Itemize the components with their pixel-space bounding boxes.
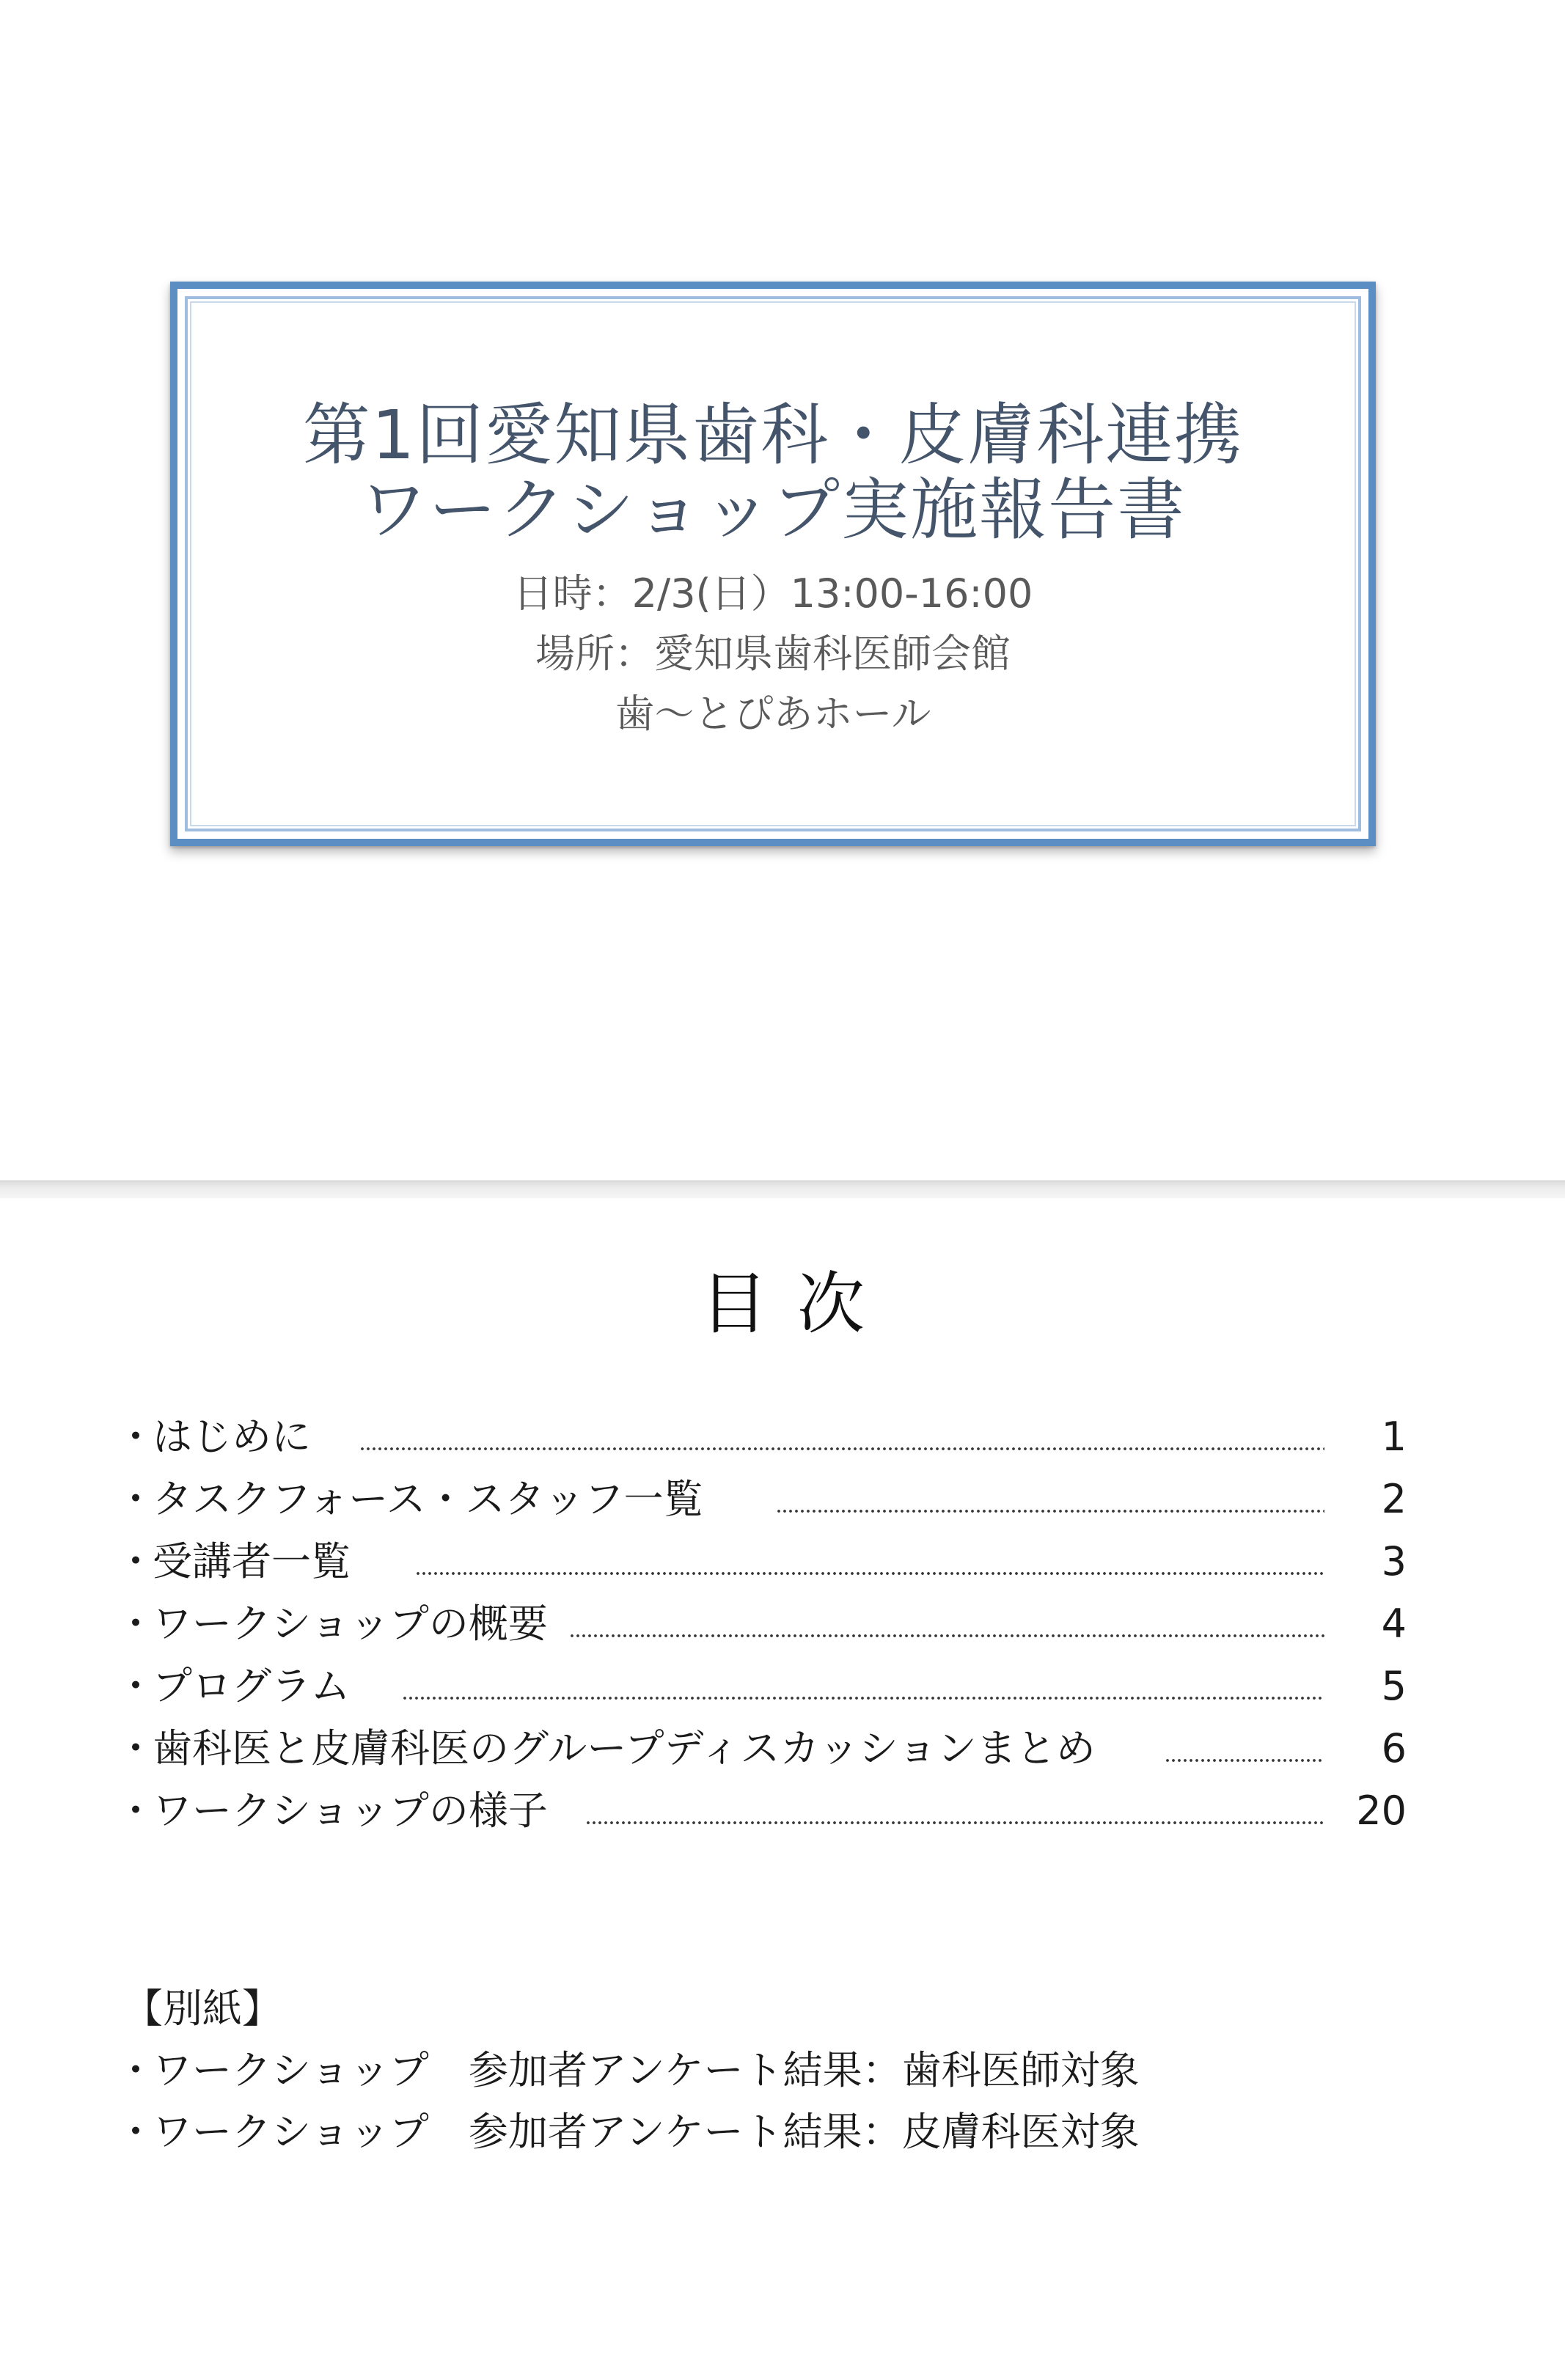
toc-item-label: 歯科医と皮膚科医のグループディスカッションまとめ: [153, 1725, 1096, 1771]
cover-page: [0, 0, 1565, 1180]
toc-dot-leader: [776, 1508, 1324, 1514]
toc-dot-leader: [1165, 1758, 1324, 1763]
toc-dot-leader: [359, 1446, 1324, 1452]
toc-item[interactable]: [116, 1535, 1407, 1588]
toc-item-label: 受講者一覧: [153, 1538, 351, 1584]
appendix-bullet: ・: [116, 2109, 155, 2155]
toc-bullet: ・: [116, 1663, 155, 1709]
page-separator: [0, 1180, 1565, 1200]
toc-item[interactable]: [116, 1473, 1407, 1526]
toc-item-label: ワークショップの様子: [153, 1788, 548, 1834]
toc-item-page: 1: [1381, 1414, 1407, 1460]
toc-item-page: 5: [1381, 1663, 1407, 1709]
title-frame-inner-border: [185, 296, 1361, 831]
toc-item-page: 3: [1381, 1538, 1407, 1584]
toc-bullet: ・: [116, 1476, 155, 1522]
cover-title-line2: ワークショップ実施報告書: [359, 471, 1187, 549]
cover-venue-line1: 場所：愛知県歯科医師会館: [535, 631, 1011, 677]
title-frame: [170, 282, 1376, 846]
toc-bullet: ・: [116, 1414, 155, 1460]
toc-page: [0, 1198, 1565, 2380]
toc-item[interactable]: [116, 1722, 1407, 1775]
appendix-item-label: ワークショップ 参加者アンケート結果：歯科医師対象: [153, 2047, 1140, 2093]
cover-title-line1: 第1回愛知県歯科・皮膚科連携: [302, 396, 1244, 474]
toc-dot-leader: [415, 1571, 1324, 1576]
appendix-bullet: ・: [116, 2047, 155, 2093]
toc-item[interactable]: [116, 1598, 1407, 1650]
toc-dot-leader: [402, 1695, 1324, 1701]
toc-item-page: 20: [1356, 1788, 1407, 1834]
toc-bullet: ・: [116, 1725, 155, 1771]
toc-item-label: ワークショップの概要: [153, 1601, 548, 1647]
toc-bullet: ・: [116, 1788, 155, 1834]
toc-item[interactable]: [116, 1785, 1407, 1837]
toc-item-page: 2: [1381, 1476, 1407, 1522]
toc-item-page: 6: [1381, 1725, 1407, 1771]
toc-dot-leader: [569, 1633, 1324, 1639]
toc-bullet: ・: [116, 1601, 155, 1647]
toc-heading: 目次: [700, 1265, 894, 1343]
cover-venue-line2: 歯～とぴあホール: [615, 691, 931, 737]
appendix-item-label: ワークショップ 参加者アンケート結果：皮膚科医対象: [153, 2109, 1140, 2155]
toc-bullet: ・: [116, 1538, 155, 1584]
toc-item-label: タスクフォース・スタッフ一覧: [153, 1476, 703, 1522]
toc-item[interactable]: [116, 1411, 1407, 1463]
toc-item[interactable]: [116, 1660, 1407, 1713]
toc-item-page: 4: [1381, 1601, 1407, 1647]
toc-dot-leader: [585, 1820, 1324, 1826]
appendix-title: 【別紙】: [123, 1986, 282, 2032]
toc-item-label: はじめに: [153, 1414, 311, 1460]
cover-datetime: 日時：2/3(日）13:00-16:00: [513, 570, 1033, 617]
toc-item-label: プログラム: [153, 1663, 351, 1709]
